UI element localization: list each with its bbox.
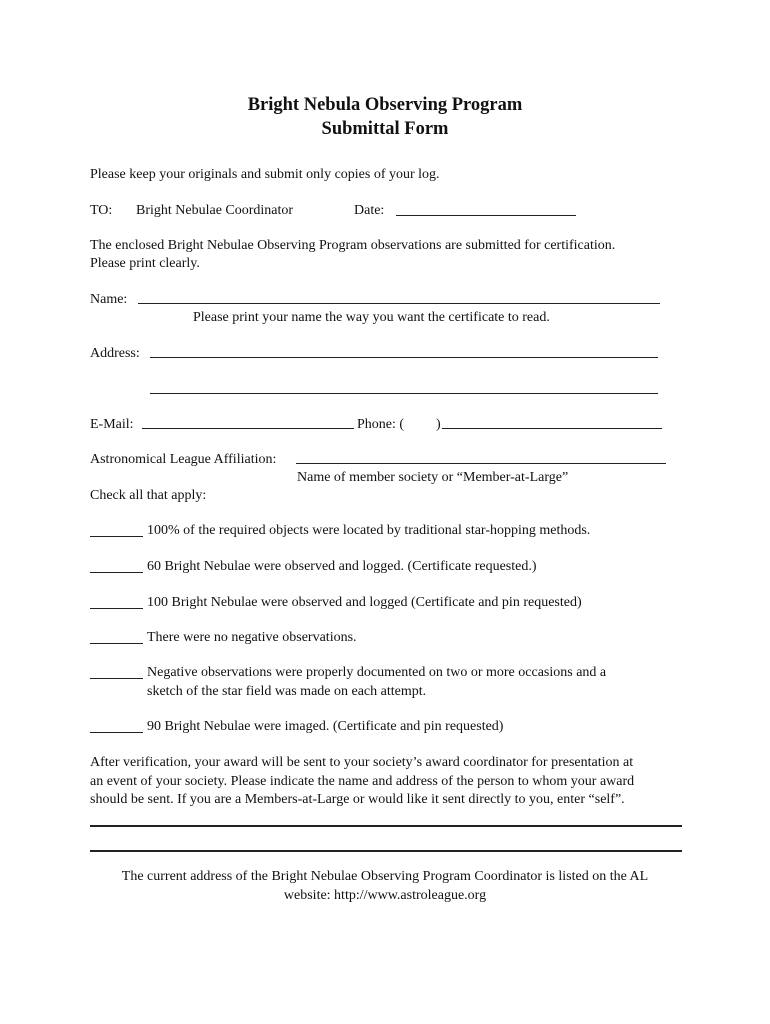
enclosed-text-line1: The enclosed Bright Nebulae Observing Program observations are submitted for certification. [90,238,616,253]
name-field[interactable] [138,303,660,304]
name-hint: Please print your name the way you want the certificate to read. [193,310,550,325]
phone-field[interactable] [442,428,662,429]
checklist-item-1: 100% of the required objects were located by traditional star-hopping methods. [147,523,591,538]
checklist-blank-2[interactable] [90,572,143,573]
to-label: TO: [90,203,113,218]
email-label: E-Mail: [90,417,134,432]
checklist-item-2: 60 Bright Nebulae were observed and logged. (Certificate requested.) [147,559,537,574]
date-label: Date: [354,203,385,218]
date-field[interactable] [396,215,576,216]
after-verification-line3: should be sent. If you are a Members-at-Large or would like it sent directly to you, enter “self”. [90,792,625,807]
divider-bottom [90,850,682,852]
affiliation-field[interactable] [296,463,666,464]
address-field-line2[interactable] [150,393,658,394]
checklist-item-3: 100 Bright Nebulae were observed and logged (Certificate and pin requested) [147,595,582,610]
form-title: Bright Nebula Observing Program [247,95,523,115]
check-all-label: Check all that apply: [90,488,207,503]
email-field[interactable] [142,428,354,429]
enclosed-text-line2: Please print clearly. [90,256,200,271]
divider-top [90,825,682,827]
after-verification-line2: an event of your society. Please indicate the name and address of the person to whom your award [90,774,635,789]
checklist-item-5: Negative observations were properly documented on two or more occasions and a [147,665,607,680]
intro-text: Please keep your originals and submit only copies of your log. [90,167,440,182]
form-subtitle: Submittal Form [321,119,449,139]
checklist-blank-1[interactable] [90,536,143,537]
affiliation-label: Astronomical League Affiliation: [90,452,277,467]
address-field-line1[interactable] [150,357,658,358]
footer-line1: The current address of the Bright Nebulae Observing Program Coordinator is listed on the AL [121,869,649,884]
after-verification-line1: After verification, your award will be sent to your society’s award coordinator for presentation at [90,755,634,770]
name-label: Name: [90,292,128,307]
checklist-blank-5[interactable] [90,678,143,679]
phone-label: Phone: ( [357,417,405,432]
checklist-blank-3[interactable] [90,608,143,609]
phone-paren-close: ) [436,417,441,432]
affiliation-hint: Name of member society or “Member-at-Large” [297,470,569,485]
footer-line2: website: http://www.astroleague.org [283,888,487,903]
checklist-item-4: There were no negative observations. [147,630,357,645]
to-value: Bright Nebulae Coordinator [136,203,294,218]
checklist-blank-4[interactable] [90,643,143,644]
checklist-item-6: 90 Bright Nebulae were imaged. (Certificate and pin requested) [147,719,504,734]
checklist-item-5-continued: sketch of the star field was made on each attempt. [147,684,427,699]
checklist-blank-6[interactable] [90,732,143,733]
address-label: Address: [90,346,140,361]
